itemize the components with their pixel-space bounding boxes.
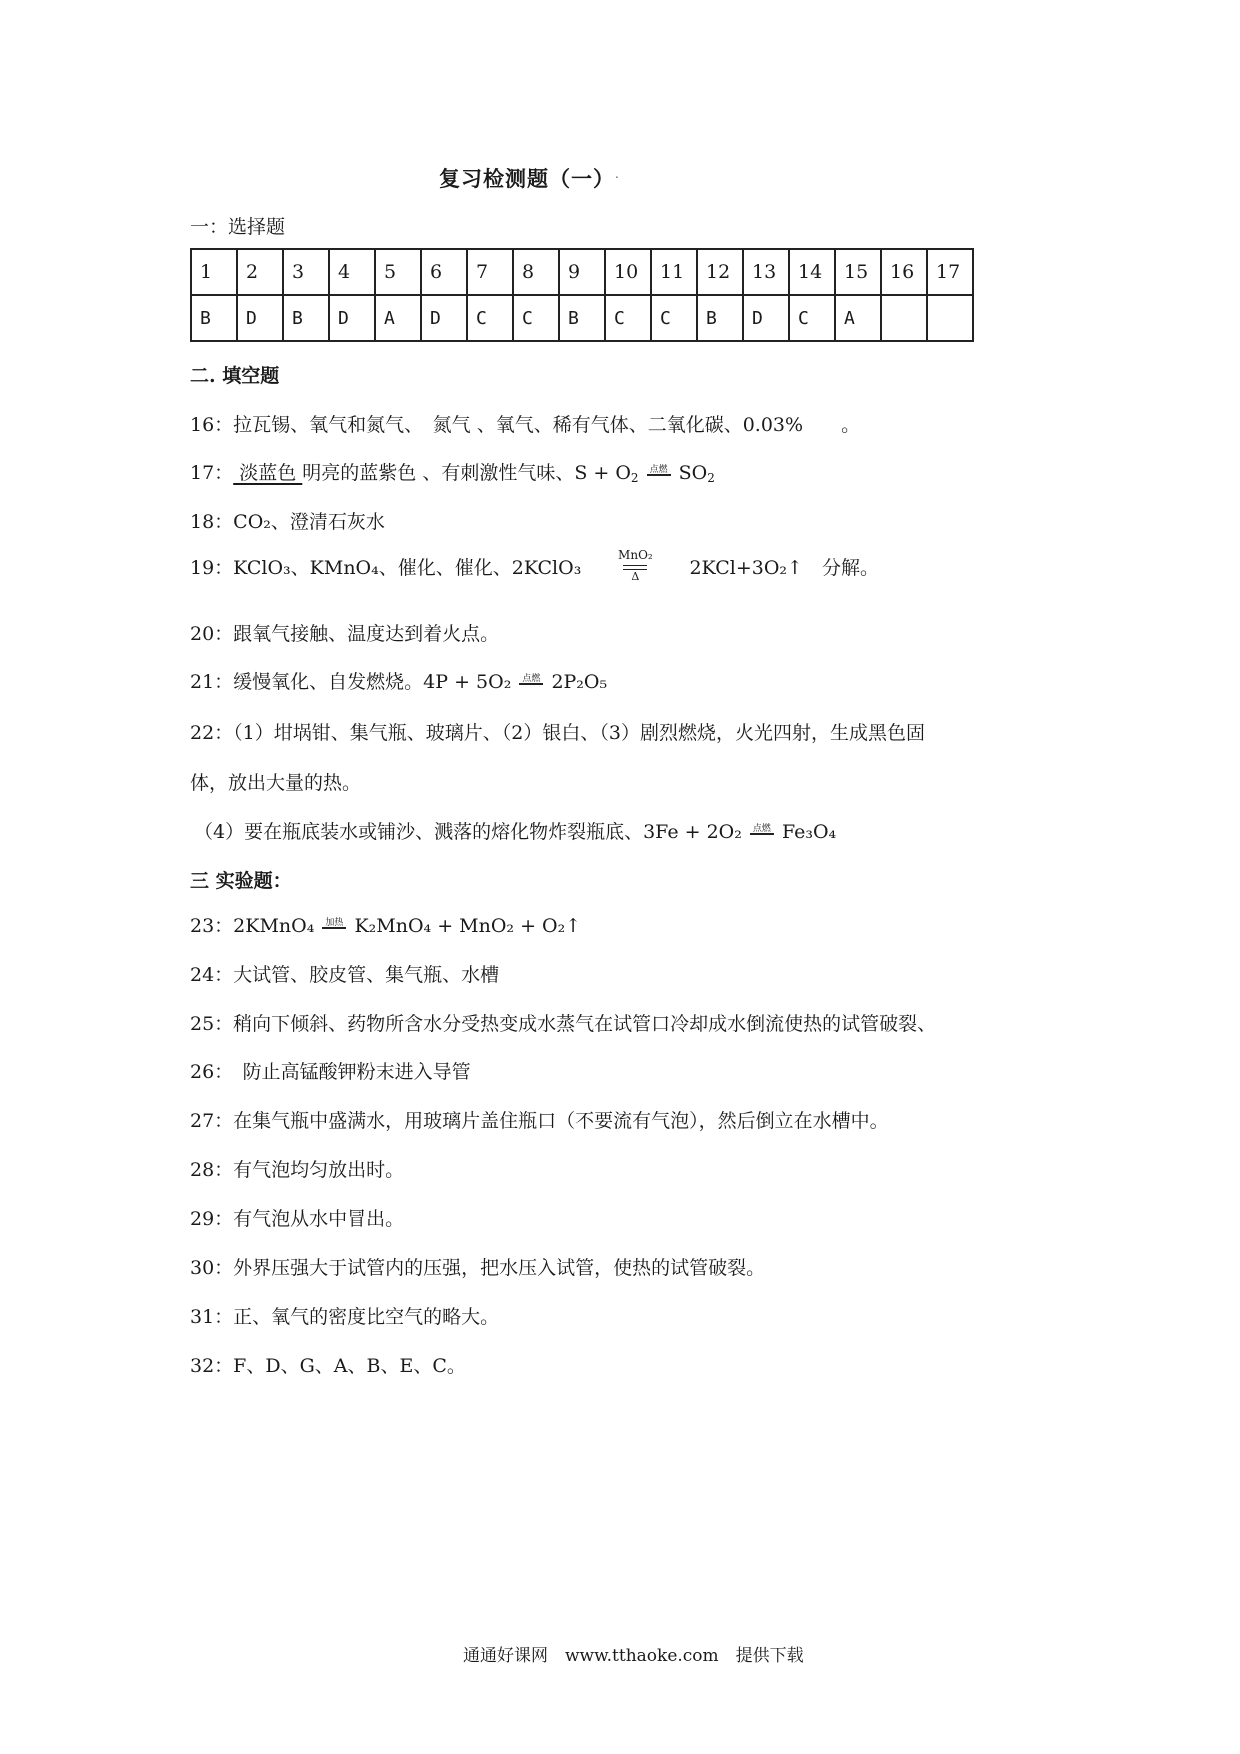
answer-22-text: （4）要在瓶底装水或铺沙、溅落的熔化物炸裂瓶底、3Fe + 2O₂: [194, 821, 742, 843]
answer-19-text: 19：KClO₃、KMnO₄、催化、催化、2KClO₃: [190, 557, 582, 579]
question-number-cell: 6: [421, 249, 467, 295]
answer-32: 32：F、D、G、A、B、E、C。: [190, 1355, 466, 1377]
question-number-cell: 15: [835, 249, 881, 295]
section-multiple-choice: 一：选择题: [190, 216, 286, 238]
question-number-cell: 5: [375, 249, 421, 295]
answer-16: 16：拉瓦锡、氧气和氮气、 氮气 、氧气、稀有气体、二氧化碳、0.03% 。: [190, 414, 861, 436]
footer-source: 通通好课网 www.tthaoke.com 提供下载: [463, 1646, 804, 1666]
question-number-cell: 3: [283, 249, 329, 295]
answer-30: 30：外界压强大于试管内的压强，把水压入试管，使热的试管破裂。: [190, 1257, 766, 1279]
answer-17-number: 17：: [190, 462, 234, 484]
answer-25: 25：稍向下倾斜、药物所含水分受热变成水蒸气在试管口冷却成水倒流使热的试管破裂、: [190, 1013, 937, 1035]
reaction-condition-arrow: [748, 824, 776, 842]
answer-17-o2-subscript: 2: [630, 471, 639, 485]
reaction-condition-arrow: [517, 674, 545, 692]
catalyst-condition: [609, 548, 661, 590]
answer-cell: C: [651, 295, 697, 341]
reaction-condition-arrow: [645, 465, 673, 483]
answer-27: 27：在集气瓶中盛满水，用玻璃片盖住瓶口（不要流有气泡），然后倒立在水槽中。: [190, 1110, 889, 1132]
section-fill-in: 二. 填空题: [190, 365, 280, 387]
answer-cell: B: [283, 295, 329, 341]
reaction-condition: 点燃: [649, 465, 668, 475]
answer-table-answer-row: [191, 295, 973, 341]
answer-29: 29：有气泡从水中冒出。: [190, 1208, 405, 1230]
question-number-cell: 10: [605, 249, 651, 295]
question-number-cell: 2: [237, 249, 283, 295]
answer-23: [190, 911, 581, 938]
answer-21: [190, 667, 607, 694]
question-number-cell: 17: [927, 249, 973, 295]
reaction-condition-arrow: [320, 918, 348, 936]
answer-19: [190, 548, 879, 590]
answer-17-so2-subscript: 2: [707, 471, 715, 485]
answer-cell: [881, 295, 927, 341]
answer-22-product: Fe₃O₄: [781, 821, 837, 843]
question-number-cell: 11: [651, 249, 697, 295]
question-number-cell: 9: [559, 249, 605, 295]
answer-cell: D: [421, 295, 467, 341]
question-number-cell: 7: [467, 249, 513, 295]
question-number-cell: 4: [329, 249, 375, 295]
answer-23-product: K₂MnO₄ + MnO₂ + O₂↑: [354, 915, 582, 937]
reaction-condition: 点燃: [752, 824, 771, 834]
answer-17-product: SO: [678, 462, 708, 484]
answer-28: 28：有气泡均匀放出时。: [190, 1159, 405, 1181]
answer-cell: [927, 295, 973, 341]
answer-cell: B: [191, 295, 237, 341]
section-experiment: 三 实验题：: [190, 870, 292, 892]
reaction-condition: 加热: [325, 918, 344, 928]
answer-cell: C: [605, 295, 651, 341]
answer-20: 20：跟氧气接触、温度达到着火点。: [190, 623, 500, 645]
answer-cell: A: [375, 295, 421, 341]
answer-cell: A: [835, 295, 881, 341]
answer-21-text: 21：缓慢氧化、自发燃烧。4P + 5O₂: [190, 671, 512, 693]
answer-22-line-3: [194, 817, 836, 844]
question-number-cell: 12: [697, 249, 743, 295]
question-number-cell: 8: [513, 249, 559, 295]
answer-19-product: 2KCl+3O₂↑ 分解。: [689, 557, 879, 579]
answer-17: [190, 458, 715, 485]
answer-table: [190, 248, 974, 342]
answer-26: 26： 防止高锰酸钾粉末进入导管: [190, 1061, 471, 1083]
question-number-cell: 1: [191, 249, 237, 295]
title-mark: .: [615, 167, 619, 181]
catalyst-label: MnO₂: [618, 548, 653, 562]
answer-cell: D: [743, 295, 789, 341]
question-number-cell: 14: [789, 249, 835, 295]
answer-cell: D: [237, 295, 283, 341]
answer-cell: D: [329, 295, 375, 341]
answer-21-product: 2P₂O₅: [551, 671, 608, 693]
answer-24: 24：大试管、胶皮管、集气瓶、水槽: [190, 964, 500, 986]
answer-cell: C: [513, 295, 559, 341]
answer-cell: B: [559, 295, 605, 341]
heat-symbol: Δ: [631, 570, 640, 583]
answer-31: 31：正、氧气的密度比空气的略大。: [190, 1306, 500, 1328]
answer-17-underlined: 淡蓝色: [233, 462, 303, 484]
answer-22-line-1: 22：（1）坩埚钳、集气瓶、玻璃片、（2）银白、（3）剧烈燃烧，火光四射，生成黑色固: [190, 722, 925, 744]
answer-cell: C: [467, 295, 513, 341]
answer-cell: C: [789, 295, 835, 341]
answer-18: 18：CO₂、澄清石灰水: [190, 511, 385, 533]
answer-cell: B: [697, 295, 743, 341]
page-title: 复习检测题（一）: [439, 166, 615, 191]
answer-table-number-row: [191, 249, 973, 295]
reaction-condition: 点燃: [522, 674, 541, 684]
question-number-cell: 16: [881, 249, 927, 295]
answer-17-text: 明亮的蓝紫色 、有刺激性气味、S + O: [302, 462, 631, 484]
answer-22-line-2: 体，放出大量的热。: [190, 772, 362, 794]
answer-23-text: 23：2KMnO₄: [190, 915, 315, 937]
question-number-cell: 13: [743, 249, 789, 295]
